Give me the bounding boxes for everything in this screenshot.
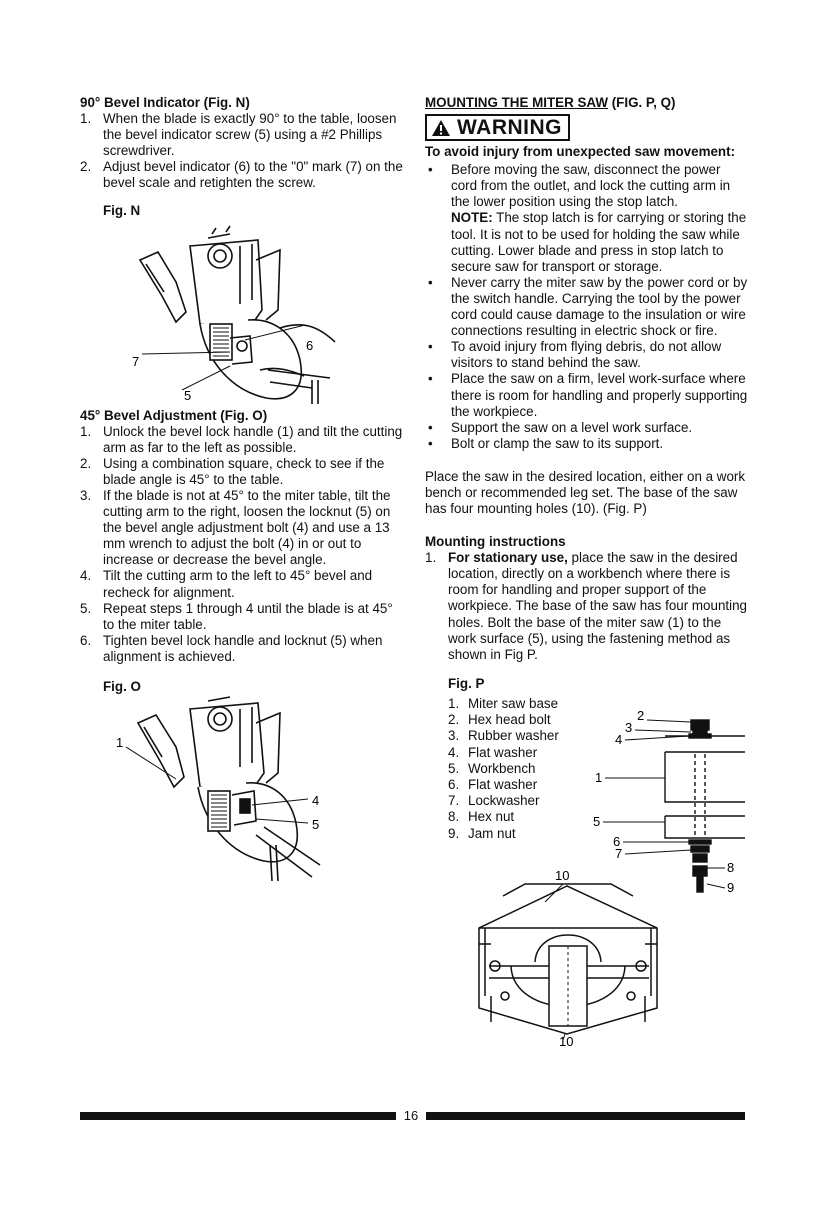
list-item: 1. For stationary use, place the saw in the desired location, directly on a workbench where there is room for handling and proper support of the workpiece. The base of the saw has four mounting holes. Bolt the base of the miter saw (1) to the work surface (5), using the fastening method as shown in Fig P. (425, 550, 747, 662)
warning-bullets (425, 162, 750, 452)
footer-rule-left (80, 1112, 396, 1120)
list-item: 9. Jam nut (448, 825, 516, 841)
list-item: • Place the saw on a firm, level work-surface where there is room for handling and properly supporting the workpiece. (428, 371, 748, 419)
callout-10-top: 10 (555, 867, 570, 883)
page-footer (80, 1106, 745, 1126)
fig-o-label: Fig. O (103, 678, 141, 694)
list-item: • Bolt or clamp the saw to its support. (428, 435, 664, 451)
callout-10-bottom: 10 (559, 1033, 574, 1046)
list-item: 2. Adjust bevel indicator (6) to the "0" mark (7) on the bevel scale and retighten the screw. (80, 159, 403, 191)
list-item: • Before moving the saw, disconnect the power cord from the outlet, and lock the cutting arm in the lower position using the stop latch. NOTE: The stop latch is for carrying or storing the tool. It is not to be used for holding the saw while cutting. Lower blade and press in stop latch to secure saw for transport or storage. (428, 162, 747, 274)
fig-o-illustration (80, 695, 405, 885)
callout-4: 4 (615, 731, 623, 747)
callout-9: 9 (727, 879, 735, 895)
warning-box (425, 114, 570, 141)
placement-paragraph: Place the saw in the desired location, either on a work bench or recommended leg set. The base of the saw has four mounting holes (10). (Fig. P) (425, 468, 746, 517)
list-item: 3. Rubber washer (448, 728, 559, 744)
callout-5: 5 (184, 387, 192, 403)
callout-5: 5 (593, 813, 601, 829)
bevel-indicator-steps (80, 111, 405, 191)
section-title-bevel-adjustment: 45° Bevel Adjustment (Fig. O) (80, 407, 268, 423)
bevel-indicator-drawing (80, 220, 405, 406)
callout-5: 5 (312, 817, 320, 833)
callout-6: 6 (306, 337, 314, 353)
mounting-instructions-heading: Mounting instructions (425, 534, 566, 550)
warning-label: WARNING (457, 115, 562, 139)
callout-8: 8 (727, 859, 735, 875)
callout-7: 7 (615, 845, 623, 861)
callout-7: 7 (132, 353, 140, 369)
section-title-bevel-indicator: 90° Bevel Indicator (Fig. N) (80, 95, 250, 110)
page-number: 16 (403, 1108, 419, 1123)
fig-p-illustration (425, 696, 750, 1046)
bevel-adjustment-steps (80, 424, 405, 665)
callout-4: 4 (312, 793, 320, 809)
list-item: 4. Tilt the cutting arm to the left to 45° bevel and recheck for alignment. (80, 568, 373, 600)
list-item: • To avoid injury from flying debris, do not allow visitors to stand behind the saw. (428, 339, 722, 371)
fig-n-label: Fig. N (103, 203, 141, 219)
bevel-adjustment-drawing (80, 695, 405, 885)
warning-heading: To avoid injury from unexpected saw movement: (425, 144, 736, 160)
right-column (425, 95, 750, 1046)
list-item: 4. Flat washer (448, 744, 538, 760)
mounting-steps (425, 550, 750, 663)
list-item: 5. Repeat steps 1 through 4 until the blade is at 45° to the miter table. (80, 600, 393, 632)
footer-rule-right (426, 1112, 745, 1120)
list-item: 1. Miter saw base (448, 695, 559, 711)
callout-1: 1 (116, 735, 124, 751)
list-item: 1. Unlock the bevel lock handle (1) and tilt the cutting arm as far to the left as possible. (80, 423, 403, 455)
callout-1: 1 (595, 769, 603, 785)
list-item: 6. Tighten bevel lock handle and locknut (5) when alignment is achieved. (80, 632, 383, 664)
callout-2: 2 (637, 707, 645, 723)
list-item: 5. Workbench (448, 760, 536, 776)
mounting-drawing (425, 696, 750, 1046)
list-item: • Support the saw on a level work surface. (428, 419, 693, 435)
warning-triangle-icon (431, 119, 451, 137)
fig-n-illustration (80, 220, 405, 406)
list-item: 8. Hex nut (448, 809, 515, 825)
callout-3: 3 (625, 719, 633, 735)
list-item: • Never carry the miter saw by the power cord or by the switch handle. Carrying the tool by the power cord could cause damage to the insulation or wire connections resulting in electric shock or fire. (428, 274, 748, 339)
fig-p-label: Fig. P (448, 675, 485, 691)
list-item: 2. Hex head bolt (448, 712, 551, 728)
list-item: 7. Lockwasher (448, 793, 540, 809)
list-item: 6. Flat washer (448, 776, 538, 792)
list-item: 2. Using a combination square, check to see if the blade angle is 45° to the table. (80, 455, 385, 487)
list-item: 3. If the blade is not at 45° to the miter table, tilt the cutting arm to the right, loosen the locknut (5) on the bevel angle adjustment bolt (4) and use a 13 mm wrench to adjust the bolt (4) in or out to increase or decrease the bevel angle. (80, 487, 391, 568)
left-column (80, 95, 405, 885)
callout-6: 6 (613, 833, 621, 849)
list-item: 1. When the blade is exactly 90° to the table, loosen the bevel indicator screw (5) using a #2 Phillips screwdriver. (80, 111, 397, 159)
section-title-mounting: MOUNTING THE MITER SAW (FIG. P, Q) (425, 95, 676, 110)
